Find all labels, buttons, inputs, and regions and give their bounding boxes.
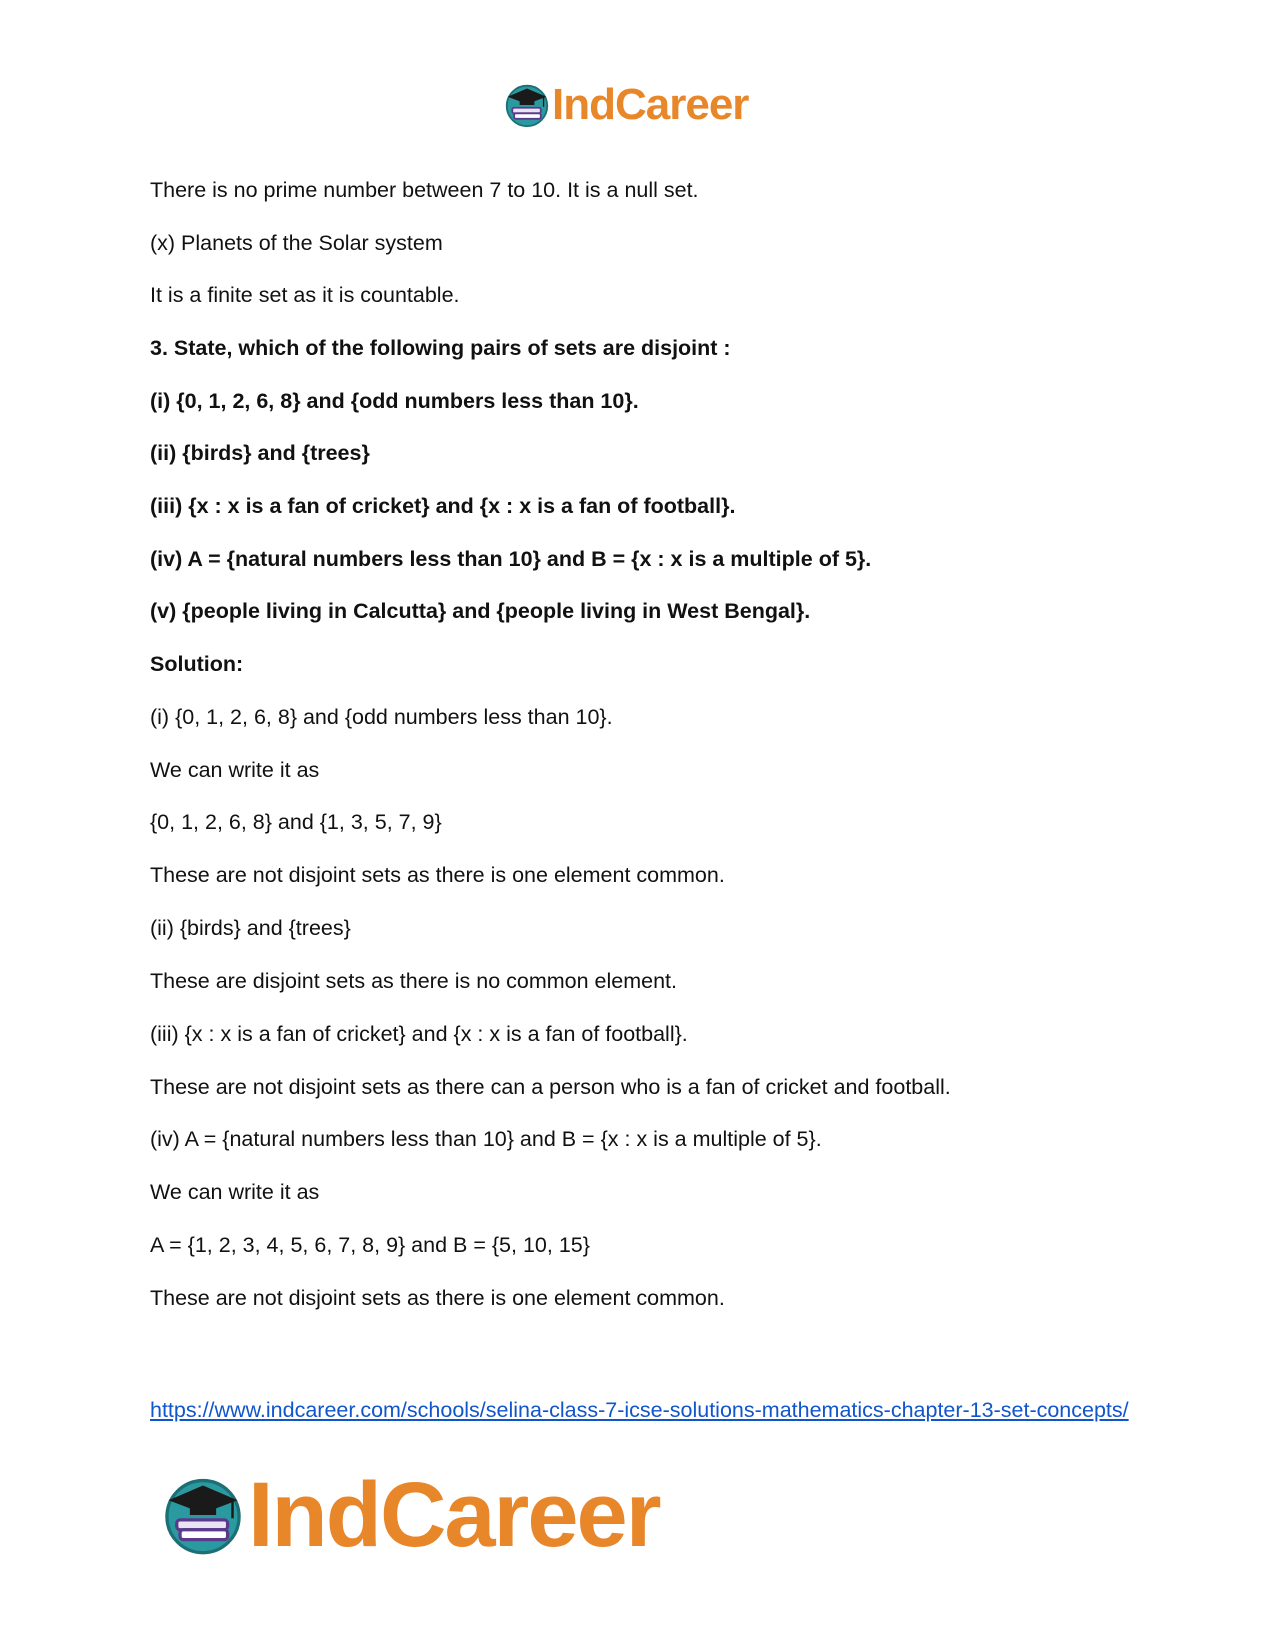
text-line: These are not disjoint sets as there is one element common. xyxy=(150,1286,725,1310)
logo-text: IndCareer xyxy=(248,1464,660,1566)
question-heading: 3. State, which of the following pairs of sets are disjoint : xyxy=(150,336,731,360)
text-line: We can write it as xyxy=(150,758,320,782)
question-item: (iv) A = {natural numbers less than 10} and B = {x : x is a multiple of 5}. xyxy=(150,547,872,571)
text-line: These are not disjoint sets as there can a person who is a fan of cricket and football. xyxy=(150,1075,951,1099)
graduation-cap-books-globe-icon xyxy=(504,82,550,128)
text-line: It is a finite set as it is countable. xyxy=(150,283,460,307)
graduation-cap-books-globe-icon xyxy=(162,1474,244,1556)
solution-heading: Solution: xyxy=(150,652,244,676)
logo-text: IndCareer xyxy=(552,80,749,129)
text-line: We can write it as xyxy=(150,1180,320,1204)
footer-logo xyxy=(162,1465,660,1565)
text-line: (i) {0, 1, 2, 6, 8} and {odd numbers less than 10}. xyxy=(150,705,613,729)
text-line: A = {1, 2, 3, 4, 5, 6, 7, 8, 9} and B = {5, 10, 15} xyxy=(150,1233,590,1257)
question-item: (v) {people living in Calcutta} and {people living in West Bengal}. xyxy=(150,599,811,623)
text-line: There is no prime number between 7 to 10. It is a null set. xyxy=(150,178,699,202)
text-line: (iii) {x : x is a fan of cricket} and {x : x is a fan of football}. xyxy=(150,1022,688,1046)
text-line: These are disjoint sets as there is no common element. xyxy=(150,969,678,993)
question-item: (iii) {x : x is a fan of cricket} and {x : x is a fan of football}. xyxy=(150,494,736,518)
text-line: (iv) A = {natural numbers less than 10} and B = {x : x is a multiple of 5}. xyxy=(150,1127,822,1151)
text-line: These are not disjoint sets as there is one element common. xyxy=(150,863,725,887)
text-line: (x) Planets of the Solar system xyxy=(150,231,443,255)
source-link[interactable]: https://www.indcareer.com/schools/selina-class-7-icse-solutions-mathematics-chapter-13-set-concepts/ xyxy=(150,1398,1129,1422)
text-line: (ii) {birds} and {trees} xyxy=(150,916,351,940)
question-item: (i) {0, 1, 2, 6, 8} and {odd numbers less than 10}. xyxy=(150,389,639,413)
header-logo xyxy=(504,80,748,130)
question-item: (ii) {birds} and {trees} xyxy=(150,441,370,465)
text-line: {0, 1, 2, 6, 8} and {1, 3, 5, 7, 9} xyxy=(150,810,442,834)
